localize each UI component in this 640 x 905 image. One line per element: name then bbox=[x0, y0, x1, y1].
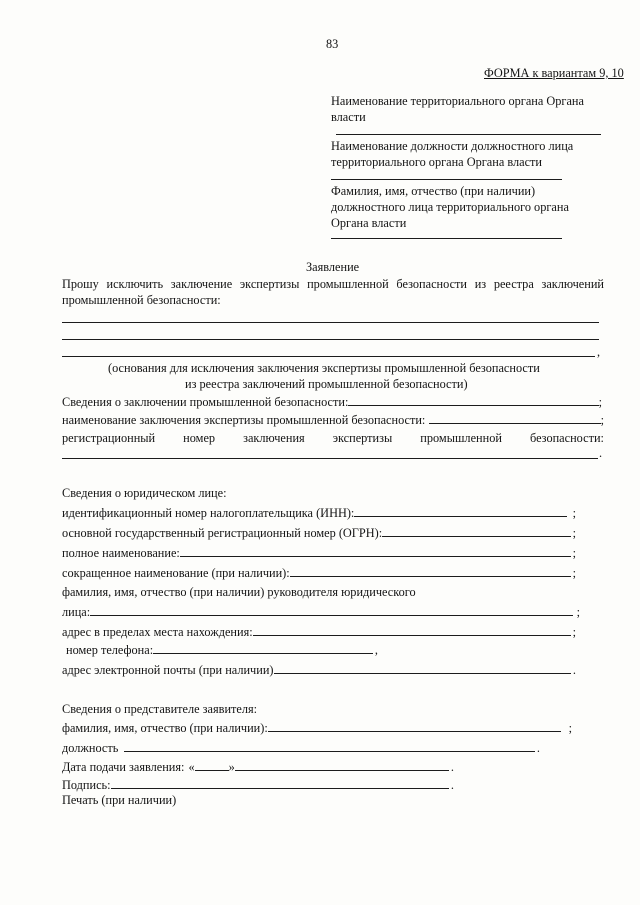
request-reason-field-2[interactable] bbox=[62, 339, 599, 340]
request-caption-line2: из реестра заключений промышленной безопасности) bbox=[185, 377, 468, 391]
addressee-body-line2: власти bbox=[331, 110, 366, 124]
conclusion-semicolon: ; bbox=[598, 395, 602, 409]
head-name-label-line2: лица: bbox=[62, 605, 91, 619]
page-number: 83 bbox=[326, 37, 339, 51]
request-end-mark: , bbox=[597, 345, 601, 359]
signature-label: Подпись: bbox=[62, 778, 111, 792]
email-field[interactable] bbox=[274, 663, 571, 674]
reg-word: экспертизы bbox=[332, 431, 393, 445]
reg-word: промышленной bbox=[420, 431, 502, 445]
conclusion-reg-label bbox=[62, 431, 604, 446]
form-label: ФОРМА к вариантам 9, 10 bbox=[484, 66, 624, 80]
inn-row bbox=[62, 506, 576, 521]
representative-header: Сведения о представителе заявителя: bbox=[62, 702, 258, 716]
request-caption-line1: (основания для исключения заключения экспертизы промышленной безопасности bbox=[108, 361, 540, 375]
request-line1: Прошу исключить заключение экспертизы промышленной безопасности из реестра заключений bbox=[62, 277, 604, 291]
date-open-quote: « bbox=[188, 760, 195, 774]
request-line2: промышленной безопасности: bbox=[62, 293, 221, 307]
signature-field[interactable] bbox=[111, 778, 449, 789]
conclusion-reg-field[interactable] bbox=[62, 458, 598, 459]
full-name-label: полное наименование: bbox=[62, 546, 180, 560]
inn-semicolon: ; bbox=[572, 506, 576, 520]
addressee-person-line1: Фамилия, имя, отчество (при наличии) bbox=[331, 184, 536, 198]
rep-position-period: . bbox=[536, 741, 540, 755]
conclusion-header bbox=[62, 395, 602, 410]
addressee-body-field[interactable] bbox=[336, 134, 601, 135]
rep-name-label: фамилия, имя, отчество (при наличии): bbox=[62, 721, 268, 735]
conclusion-name-semicolon: ; bbox=[600, 413, 604, 427]
conclusion-name-label: наименование заключения экспертизы промышленной безопасности: bbox=[62, 413, 426, 427]
address-semicolon: ; bbox=[572, 625, 576, 639]
addressee-position-line2: территориального органа Органа власти bbox=[331, 155, 543, 169]
reg-word: регистрационный bbox=[62, 431, 156, 445]
conclusion-name-row bbox=[62, 413, 604, 428]
phone-comma: , bbox=[374, 643, 378, 657]
addressee-person-field[interactable] bbox=[331, 238, 562, 239]
addressee-body-line1: Наименование территориального органа Органа bbox=[331, 94, 584, 108]
legal-entity-header: Сведения о юридическом лице: bbox=[62, 486, 227, 500]
ogrn-field[interactable] bbox=[382, 526, 570, 537]
address-field[interactable] bbox=[253, 625, 571, 636]
short-name-label: сокращенное наименование (при наличии): bbox=[62, 566, 290, 580]
rep-name-field[interactable] bbox=[268, 721, 561, 732]
email-period: . bbox=[572, 663, 576, 677]
full-name-field[interactable] bbox=[180, 546, 571, 557]
rep-position-field[interactable] bbox=[124, 741, 535, 752]
date-row bbox=[62, 760, 454, 775]
conclusion-field[interactable] bbox=[348, 395, 598, 406]
date-label: Дата подачи заявления: bbox=[62, 760, 185, 774]
reg-word: безопасности: bbox=[529, 431, 604, 445]
date-close-quote: » bbox=[228, 760, 235, 774]
ogrn-semicolon: ; bbox=[572, 526, 576, 540]
document-title: Заявление bbox=[306, 260, 360, 274]
phone-field[interactable] bbox=[153, 643, 373, 654]
head-name-row bbox=[62, 605, 580, 620]
short-name-semicolon: ; bbox=[572, 566, 576, 580]
conclusion-end-mark: . bbox=[599, 446, 603, 460]
rep-name-row bbox=[62, 721, 572, 736]
email-row bbox=[62, 663, 576, 678]
short-name-field[interactable] bbox=[290, 566, 571, 577]
date-day-field[interactable] bbox=[195, 760, 229, 771]
rep-position-row bbox=[62, 741, 540, 756]
address-row bbox=[62, 625, 576, 640]
request-reason-field-1[interactable] bbox=[62, 322, 599, 323]
addressee-person-line3: Органа власти bbox=[331, 216, 407, 230]
ogrn-row bbox=[62, 526, 576, 541]
rep-position-label: должность bbox=[62, 741, 119, 755]
phone-label: номер телефона: bbox=[66, 643, 154, 657]
request-reason-field-3[interactable] bbox=[62, 356, 595, 357]
full-name-semicolon: ; bbox=[572, 546, 576, 560]
short-name-row bbox=[62, 566, 576, 581]
full-name-row bbox=[62, 546, 576, 561]
ogrn-label: основной государственный регистрационный номер (ОГРН): bbox=[62, 526, 383, 540]
email-label: адрес электронной почты (при наличии) bbox=[62, 663, 274, 677]
head-name-field[interactable] bbox=[90, 605, 572, 616]
reg-word: номер bbox=[183, 431, 216, 445]
inn-label: идентификационный номер налогоплательщика (ИНН): bbox=[62, 506, 355, 520]
inn-field[interactable] bbox=[354, 506, 566, 517]
date-period: . bbox=[450, 760, 454, 774]
addressee-position-field[interactable] bbox=[331, 179, 562, 180]
addressee-person-line2: должностного лица территориального органа bbox=[331, 200, 569, 214]
conclusion-header-label: Сведения о заключении промышленной безопасности: bbox=[62, 395, 349, 409]
head-name-semicolon: ; bbox=[576, 605, 580, 619]
signature-period: . bbox=[450, 778, 454, 792]
stamp-label: Печать (при наличии) bbox=[62, 793, 177, 807]
phone-row bbox=[66, 643, 378, 658]
address-label: адрес в пределах места нахождения: bbox=[62, 625, 253, 639]
rep-name-semicolon: ; bbox=[568, 721, 572, 735]
addressee-position-line1: Наименование должности должностного лица bbox=[331, 139, 574, 153]
conclusion-name-field[interactable] bbox=[429, 413, 600, 424]
reg-word: заключения bbox=[243, 431, 305, 445]
head-name-label-line1: фамилия, имя, отчество (при наличии) руководителя юридического bbox=[62, 585, 416, 599]
signature-row bbox=[62, 778, 454, 793]
date-month-year-field[interactable] bbox=[235, 760, 449, 771]
